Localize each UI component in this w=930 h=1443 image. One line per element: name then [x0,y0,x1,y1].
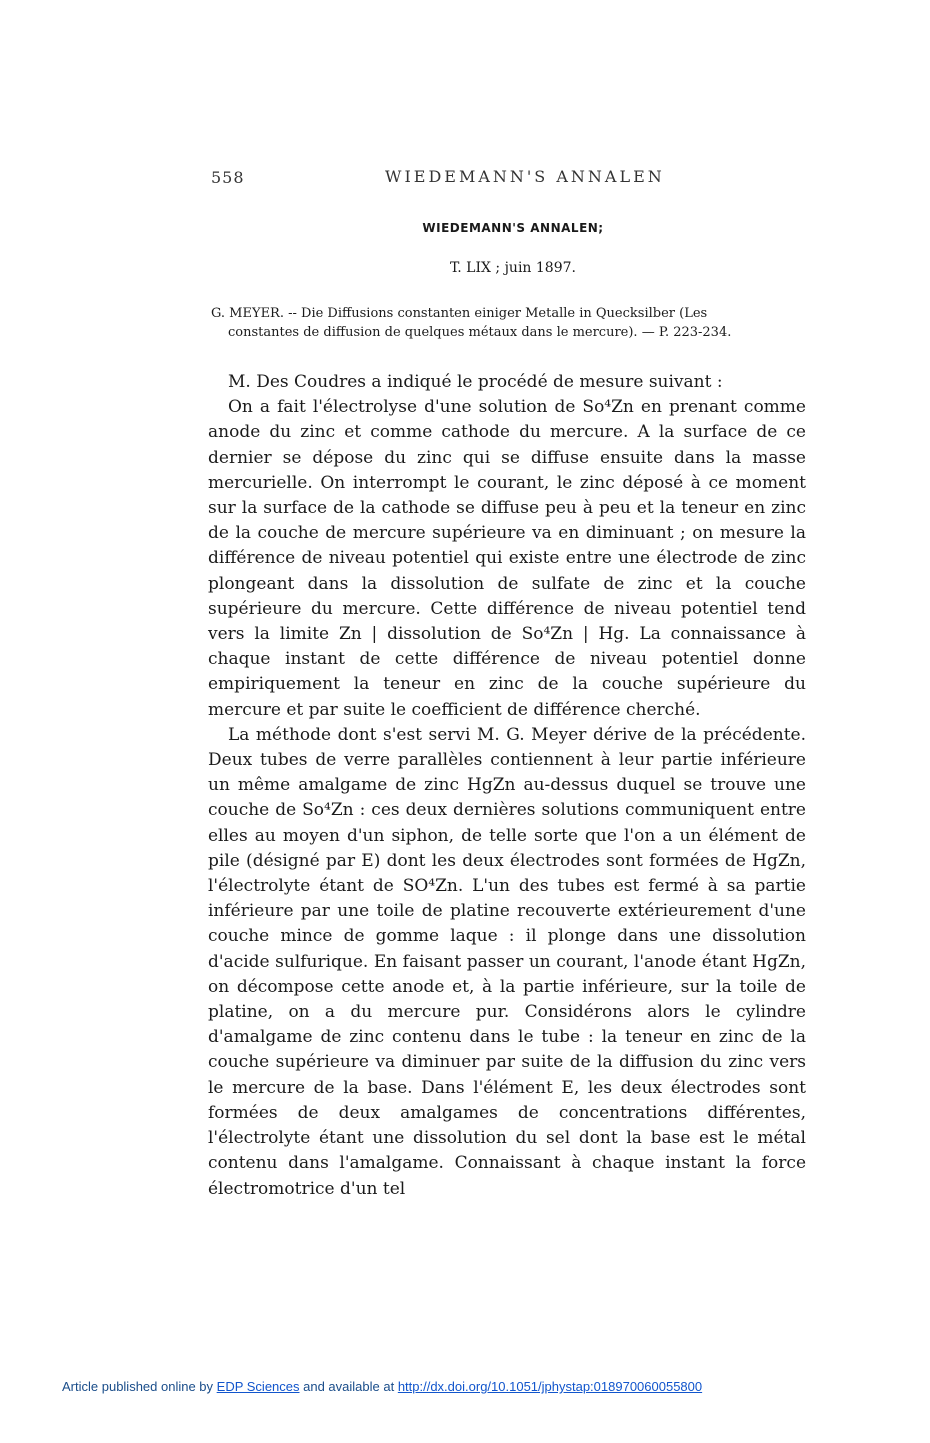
footer-prefix: Article published online by [62,1379,217,1394]
doi-link[interactable]: http://dx.doi.org/10.1051/jphystap:018970060055800 [397,1379,703,1394]
article-body [208,370,806,1202]
bibliographic-reference [211,304,807,342]
reference-line-1: G. MEYER. -- Die Diffusions constanten einiger Metalle in Quecksilber (Les [211,306,708,321]
paragraph-intro: M. Des Coudres a indiqué le procédé de mesure suivant : [228,372,723,392]
section-title: WIEDEMANN'S ANNALEN; [422,221,604,235]
page-number: 558 [211,168,245,187]
paragraph-method-meyer: La méthode dont s'est servi M. G. Meyer dérive de la précédente. Deux tubes de verre parallèles contiennent à leur partie inférieure un même amalgame de zinc HgZn au-dessus duquel se trouve une couche de So⁴Zn : ces deux dernières solutions communiquent entre elles au moyen d'un siphon, de telle sorte que l'on a un élément de pile (désigné par E) dont les deux électrodes sont formées de HgZn, l'électrolyte étant de SO⁴Zn. L'un des tubes est fermé à sa partie inférieure par une toile de platine recouverte extérieurement d'une couche mince de gomme laque : il plonge dans une dissolution d'acide sulfurique. En faisant passer un courant, l'anode étant HgZn, on décompose cette anode et, à la partie inférieure, sur la toile de platine, on a du mercure pur. Considérons alors le cylindre d'amalgame de zinc contenu dans le tube : la teneur en zinc de la couche supérieure va diminuer par suite de la diffusion du zinc vers le mercure de la base. Dans l'élément E, les deux électrodes sont formées de deux amalgames de concentrations différentes, l'électrolyte étant une dissolution du sel dont la base est le métal contenu dans l'amalgame. Connaissant à chaque instant la force électromotrice d'un tel [208,724,806,1199]
footer-middle: and available at [299,1379,398,1394]
issue-line: T. LIX ; juin 1897. [450,260,576,276]
publication-footer [62,1379,702,1394]
running-title: WIEDEMANN'S ANNALEN [385,167,665,186]
reference-line-2: constantes de diffusion de quelques métaux dans le mercure). — P. 223-234. [228,325,732,340]
paragraph-method-des-coudres: On a fait l'électrolyse d'une solution de So⁴Zn en prenant comme anode du zinc et comme cathode du mercure. A la surface de ce dernier se dépose du zinc qui se diffuse ensuite dans la masse mercurielle. On interrompt le courant, le zinc déposé à ce moment sur la surface de la cathode se diffuse peu à peu et la teneur en zinc de la couche de mercure supérieure va en diminuant ; on mesure la différence de niveau potentiel qui existe entre une électrode de zinc plongeant dans la dissolution de sulfate de zinc et la couche supérieure du mercure. Cette différence de niveau potentiel tend vers la limite Zn | dissolution de So⁴Zn | Hg. La connaissance à chaque instant de cette différence de niveau potentiel donne empiriquement la teneur en zinc de la couche supérieure du mercure et par suite le coefficient de différence cherché. [208,397,806,720]
publisher-link[interactable]: EDP Sciences [216,1379,300,1394]
